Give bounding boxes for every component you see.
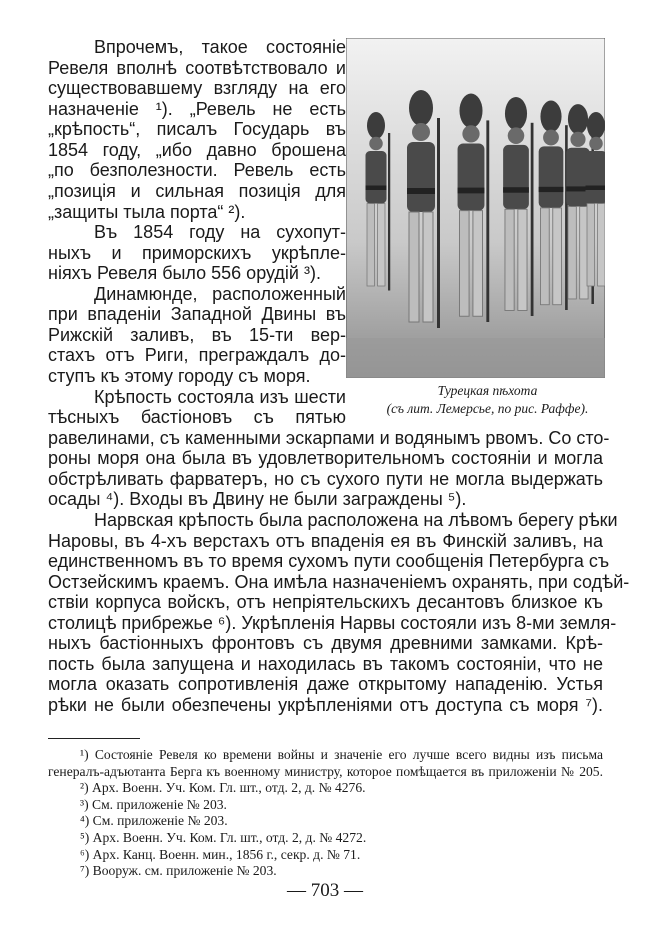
text-line: 1854 году, „ибо давно брошена — [48, 139, 346, 160]
text-line: ступъ къ этому городу съ моря. — [48, 366, 311, 386]
text-line: Динамюнде, расположенный — [94, 283, 346, 304]
footnote: ⁴) См. приложеніе № 203. — [80, 813, 228, 829]
text-line: единственномъ въ то время сухомъ пути сообщенія Петербурга съ — [48, 551, 610, 572]
figure-caption-title: Турецкая пѣхота — [437, 383, 538, 398]
text-line: назначеніе ¹). „Ревель не есть — [48, 98, 346, 119]
text-line: Впрочемъ, такое состояніе — [94, 37, 346, 57]
text-line: Наровы, въ 4-хъ верстахъ отъ впаденія ея въ Финскій заливъ, на — [48, 530, 603, 551]
text-line: ныхъ бастіонныхъ фронтовъ съ двумя древними замками. Крѣ- — [48, 633, 603, 654]
text-line: Въ 1854 году на сухопут- — [94, 222, 346, 243]
text-line: ствіи корпуса войскъ, отъ непріятельскихъ десантовъ близкое къ — [48, 592, 603, 613]
footnote: ⁷) Вооруж. см. приложеніе № 203. — [80, 863, 277, 879]
text-line: ныхъ и приморскихъ укрѣпле- — [48, 242, 346, 263]
footnote-divider — [48, 738, 140, 739]
figure-caption-credit: (съ лит. Лемерсье, по рис. Раффе). — [386, 401, 589, 416]
text-line: могла оказать сопротивленія даже открытому нападенію. Устья — [48, 674, 603, 695]
text-line: Крѣпость состояла изъ шести — [94, 386, 346, 407]
text-line: пость была запущена и находилась въ такомъ состояніи, что не — [48, 653, 603, 674]
text-line: „крѣпость“, писалъ Государь въ — [48, 119, 346, 140]
text-line: „по безполезности. Ревель есть — [48, 160, 346, 181]
text-line: Рижскій заливъ, въ 15-ти вер- — [48, 324, 346, 345]
text-line: тѣсныхъ бастіоновъ съ пятью — [48, 407, 346, 428]
footnote: ¹) Состояніе Ревеля ко времени войны и значеніе его лучше всего видны изъ письма — [80, 747, 603, 762]
page-number: — 703 — — [287, 880, 363, 901]
footnote: ⁶) Арх. Канц. Военн. мин., 1856 г., секр. д. № 71. — [80, 846, 361, 862]
text-line: ніяхъ Ревеля было 556 орудій ³). — [48, 263, 321, 284]
text-line: Остзейскимъ краемъ. Она имѣла назначеніемъ охранять, при содѣй- — [48, 571, 630, 592]
text-line: „защиты тыла порта“ ²). — [48, 201, 246, 222]
text-line: стахъ отъ Риги, преграждалъ до- — [48, 345, 346, 366]
text-line: Ревеля вполнѣ соотвѣтствовало и — [48, 57, 346, 78]
footnote: ²) Арх. Военн. Уч. Ком. Гл. шт., отд. 2, д. № 4276. — [80, 780, 366, 796]
text-line: существовавшему взгляду на его — [48, 78, 346, 99]
text-line: осады ⁴). Входы въ Двину не были заграждены ⁵). — [48, 489, 467, 510]
text-line: Нарвская крѣпость была расположена на лѣвомъ берегу рѣки — [94, 509, 618, 530]
text-line: равелинами, съ каменными эскарпами и водянымъ рвомъ. Со сто- — [48, 427, 610, 448]
footnote: ⁵) Арх. Военн. Уч. Ком. Гл. шт., отд. 2, д. № 4272. — [80, 830, 367, 845]
text-line: „позиція и сильная позиція для — [48, 180, 346, 201]
text-line: при впаденіи Западной Двины въ — [48, 304, 346, 325]
footnote: ³) См. приложеніе № 203. — [80, 796, 227, 812]
footnote: генералъ-адъютанта Берга къ военному министру, которое помѣщается въ приложеніи № 205. — [48, 763, 603, 779]
text-line: рѣки не были обезпечены укрѣпленіями отъ доступа съ моря ⁷). — [48, 695, 603, 715]
text-line: обстрѣливать фарватеръ, но съ сухого пути не могла выдержать — [48, 468, 603, 489]
text-line: столицѣ прибрежье ⁶). Укрѣпленія Нарвы состояли изъ 8-ми земля- — [48, 612, 617, 633]
illustration-turkish-infantry — [346, 38, 605, 378]
text-line: роны моря она была въ удовлетворительномъ состояніи и могла — [48, 448, 603, 469]
